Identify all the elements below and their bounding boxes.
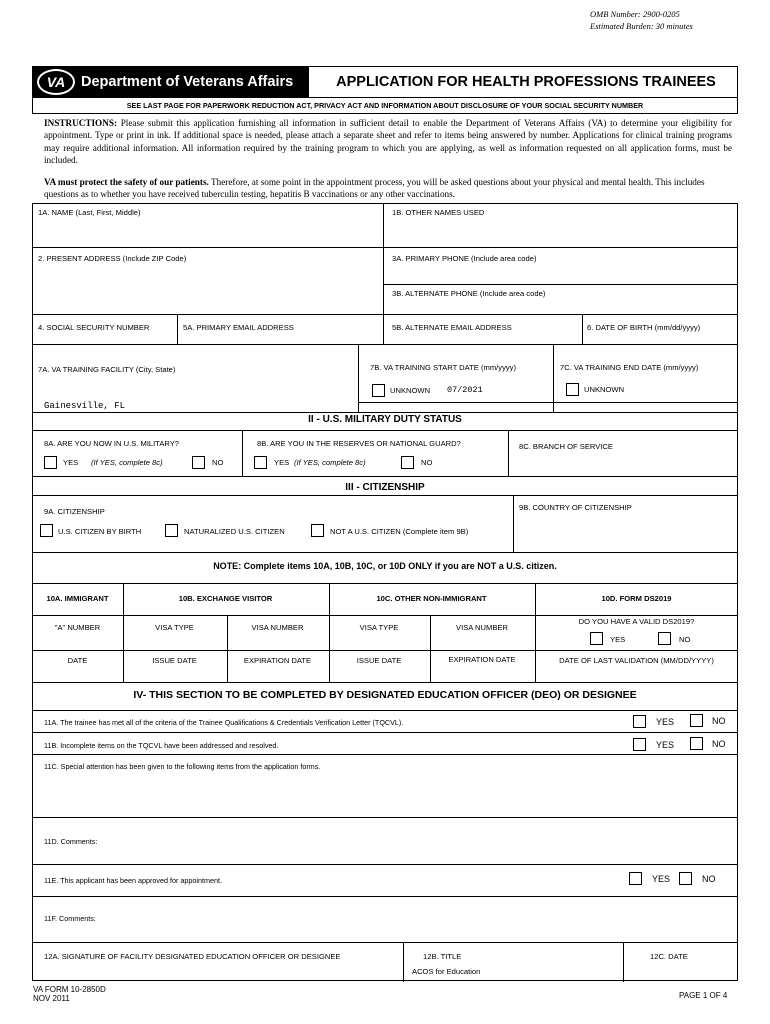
military-heading: II - U.S. MILITARY DUTY STATUS — [308, 414, 462, 425]
ds2019-header: 10D. FORM DS2019 — [601, 594, 672, 603]
b-expiration-label: EXPIRATION DATE — [243, 656, 312, 665]
safety-notice — [44, 176, 732, 201]
b-visa-type-label: VISA TYPE — [155, 623, 194, 632]
reserves-yes-label: YES — [274, 458, 290, 467]
dob-label: 6. DATE OF BIRTH (mm/dd/yyyy) — [587, 323, 701, 332]
non-immigrant-header: 10C. OTHER NON-IMMIGRANT — [376, 594, 487, 603]
not-citizen-label: NOT A U.S. CITIZEN (Complete item 9B) — [330, 527, 469, 536]
page-number: PAGE 1 OF 4 — [679, 991, 728, 1000]
military-no-label: NO — [212, 458, 224, 467]
address-label: 2. PRESENT ADDRESS (Include ZIP Code) — [38, 254, 187, 263]
reserves-yes-checkbox[interactable] — [254, 456, 267, 469]
form-header — [32, 66, 738, 98]
title-label: 12B. TITLE — [423, 952, 462, 961]
form-title: APPLICATION FOR HEALTH PROFESSIONS TRAINEES — [336, 74, 716, 90]
military-yes-label: YES — [63, 458, 79, 467]
title-value[interactable]: ACOS for Education — [412, 967, 481, 976]
name-label: 1A. NAME (Last, First, Middle) — [38, 208, 141, 217]
reserves-label: 8B. ARE YOU IN THE RESERVES OR NATIONAL GUARD? — [257, 439, 461, 448]
immigrant-header: 10A. IMMIGRANT — [46, 594, 109, 603]
naturalized-label: NATURALIZED U.S. CITIZEN — [184, 527, 285, 536]
approved-no-checkbox[interactable] — [679, 872, 692, 885]
b-visa-number-label: VISA NUMBER — [251, 623, 304, 632]
reserves-no-checkbox[interactable] — [401, 456, 414, 469]
criteria-yes-checkbox[interactable] — [633, 715, 646, 728]
ds2019-no-label: NO — [679, 635, 691, 644]
estimated-burden: Estimated Burden: 30 minutes — [590, 21, 693, 31]
start-date-label: 7B. VA TRAINING START DATE (mm/yyyy) — [370, 363, 516, 372]
c-issue-date-label: ISSUE DATE — [356, 656, 402, 665]
ssn-label: 4. SOCIAL SECURITY NUMBER — [38, 323, 150, 332]
deo-heading: IV- THIS SECTION TO BE COMPLETED BY DESIGNATED EDUCATION OFFICER (DEO) OR DESIGNEE — [133, 689, 637, 701]
citizen-birth-label: U.S. CITIZEN BY BIRTH — [58, 527, 142, 536]
c-visa-type-label: VISA TYPE — [359, 623, 399, 632]
date-label: 12C. DATE — [650, 952, 688, 961]
training-facility-value[interactable]: Gainesville, FL — [44, 401, 126, 411]
instructions — [44, 117, 732, 167]
form-id — [33, 985, 106, 1003]
approved-no-label: NO — [702, 874, 716, 884]
instructions-lead: INSTRUCTIONS: — [44, 118, 118, 128]
signature-label: 12A. SIGNATURE OF FACILITY DESIGNATED EDUCATION OFFICER OR DESIGNEE — [44, 952, 341, 961]
incomplete-yes-checkbox[interactable] — [633, 738, 646, 751]
special-attention-label: 11C. Special attention has been given to the following items from the application forms. — [44, 762, 321, 771]
end-unknown-checkbox[interactable] — [566, 383, 579, 396]
form-grid — [32, 203, 738, 981]
criteria-yes-label: YES — [656, 717, 675, 727]
approved-yes-label: YES — [652, 874, 671, 884]
department-name: Department of Veterans Affairs — [81, 74, 294, 90]
comments-11f-label: 11F. Comments: — [44, 914, 96, 923]
reserves-no-label: NO — [421, 458, 433, 467]
form-number: VA FORM 10-2850D — [33, 985, 106, 994]
military-yes-checkbox[interactable] — [44, 456, 57, 469]
approved-yes-checkbox[interactable] — [629, 872, 642, 885]
primary-phone-label: 3A. PRIMARY PHONE (Include area code) — [392, 254, 537, 263]
incomplete-no-label: NO — [712, 739, 726, 749]
country-label: 9B. COUNTRY OF CITIZENSHIP — [519, 503, 632, 512]
in-military-label: 8A. ARE YOU NOW IN U.S. MILITARY? — [44, 439, 180, 448]
criteria-no-label: NO — [712, 716, 726, 726]
start-date-value[interactable]: 07/2021 — [447, 385, 483, 395]
non-citizen-note: NOTE: Complete items 10A, 10B, 10C, or 10D ONLY if you are NOT a U.S. citizen. — [213, 561, 557, 571]
reserves-yes-note: (If YES, complete 8c) — [294, 458, 366, 467]
ds2019-yes-checkbox[interactable] — [590, 632, 603, 645]
b-issue-date-label: ISSUE DATE — [152, 656, 197, 665]
c-visa-number-label: VISA NUMBER — [456, 623, 508, 632]
disclosure-note: SEE LAST PAGE FOR PAPERWORK REDUCTION ACT, PRIVACY ACT AND INFORMATION ABOUT DISCLOSURE OF YOUR SOCIAL SECURITY NUMBER — [32, 98, 738, 114]
last-validation-label: DATE OF LAST VALIDATION (MM/DD/YYYY) — [559, 656, 714, 665]
form-date: NOV 2011 — [33, 994, 70, 1003]
criteria-no-checkbox[interactable] — [690, 714, 703, 727]
citizen-birth-checkbox[interactable] — [40, 524, 53, 537]
criteria-met-label: 11A. The trainee has met all of the criteria of the Trainee Qualifications & Credentials Verification Letter (TQCVL). — [44, 718, 404, 727]
citizenship-heading: III - CITIZENSHIP — [345, 482, 425, 493]
a-number-label: "A" NUMBER — [54, 623, 101, 632]
comments-11d-label: 11D. Comments: — [44, 837, 98, 846]
valid-ds2019-label: DO YOU HAVE A VALID DS2019? — [578, 617, 695, 626]
instructions-text: Please submit this application furnishing all information in sufficient detail to enable the Department of Veterans Affairs (VA) to determine your eligibility for appointment. Type or print in ink. If additional space is needed, please attach a separate sheet and refer to items being answered by number. Applications for clinical training programs may require additional information. All information required by the training program to which you are applying, as well as information requested on all application forms, must be included. — [44, 118, 732, 166]
safety-lead: VA must protect the safety of our patients. — [44, 177, 209, 187]
other-names-label: 1B. OTHER NAMES USED — [392, 208, 485, 217]
c-expiration-label: EXPIRATION DATE — [448, 655, 516, 664]
military-yes-note: (If YES, complete 8c) — [91, 458, 163, 467]
branch-label: 8C. BRANCH OF SERVICE — [519, 442, 613, 451]
alternate-phone-label: 3B. ALTERNATE PHONE (Include area code) — [392, 289, 546, 298]
not-citizen-checkbox[interactable] — [311, 524, 324, 537]
safety-text: Therefore, at some point in the appointment process, you will be asked questions about your physical and mental health. This includes questions as to whether you have received tuberculin testing, hepatitis B vaccinations or any other vaccinations. — [44, 177, 705, 200]
incomplete-no-checkbox[interactable] — [690, 737, 703, 750]
military-no-checkbox[interactable] — [192, 456, 205, 469]
start-unknown-checkbox[interactable] — [372, 384, 385, 397]
omb-number: OMB Number: 2900-0205 — [590, 9, 680, 19]
a-date-label: DATE — [67, 656, 88, 665]
end-date-label: 7C. VA TRAINING END DATE (mm/yyyy) — [560, 363, 699, 372]
omb-info — [590, 8, 740, 32]
incomplete-yes-label: YES — [656, 740, 675, 750]
ds2019-yes-label: YES — [610, 635, 626, 644]
start-unknown-label: UNKNOWN — [390, 386, 431, 395]
primary-email-label: 5A. PRIMARY EMAIL ADDRESS — [183, 323, 294, 332]
naturalized-checkbox[interactable] — [165, 524, 178, 537]
end-unknown-label: UNKNOWN — [584, 385, 625, 394]
alternate-email-label: 5B. ALTERNATE EMAIL ADDRESS — [392, 323, 512, 332]
exchange-visitor-header: 10B. EXCHANGE VISITOR — [178, 594, 273, 603]
va-seal-icon: VA — [37, 69, 75, 95]
training-facility-label: 7A. VA TRAINING FACILITY (City, State) — [38, 365, 176, 374]
approved-label: 11E. This applicant has been approved for appointment. — [44, 876, 222, 885]
ds2019-no-checkbox[interactable] — [658, 632, 671, 645]
citizenship-label: 9A. CITIZENSHIP — [44, 507, 105, 516]
incomplete-items-label: 11B. Incomplete items on the TQCVL have been addressed and resolved. — [44, 741, 279, 750]
va-logo-banner — [33, 67, 309, 97]
